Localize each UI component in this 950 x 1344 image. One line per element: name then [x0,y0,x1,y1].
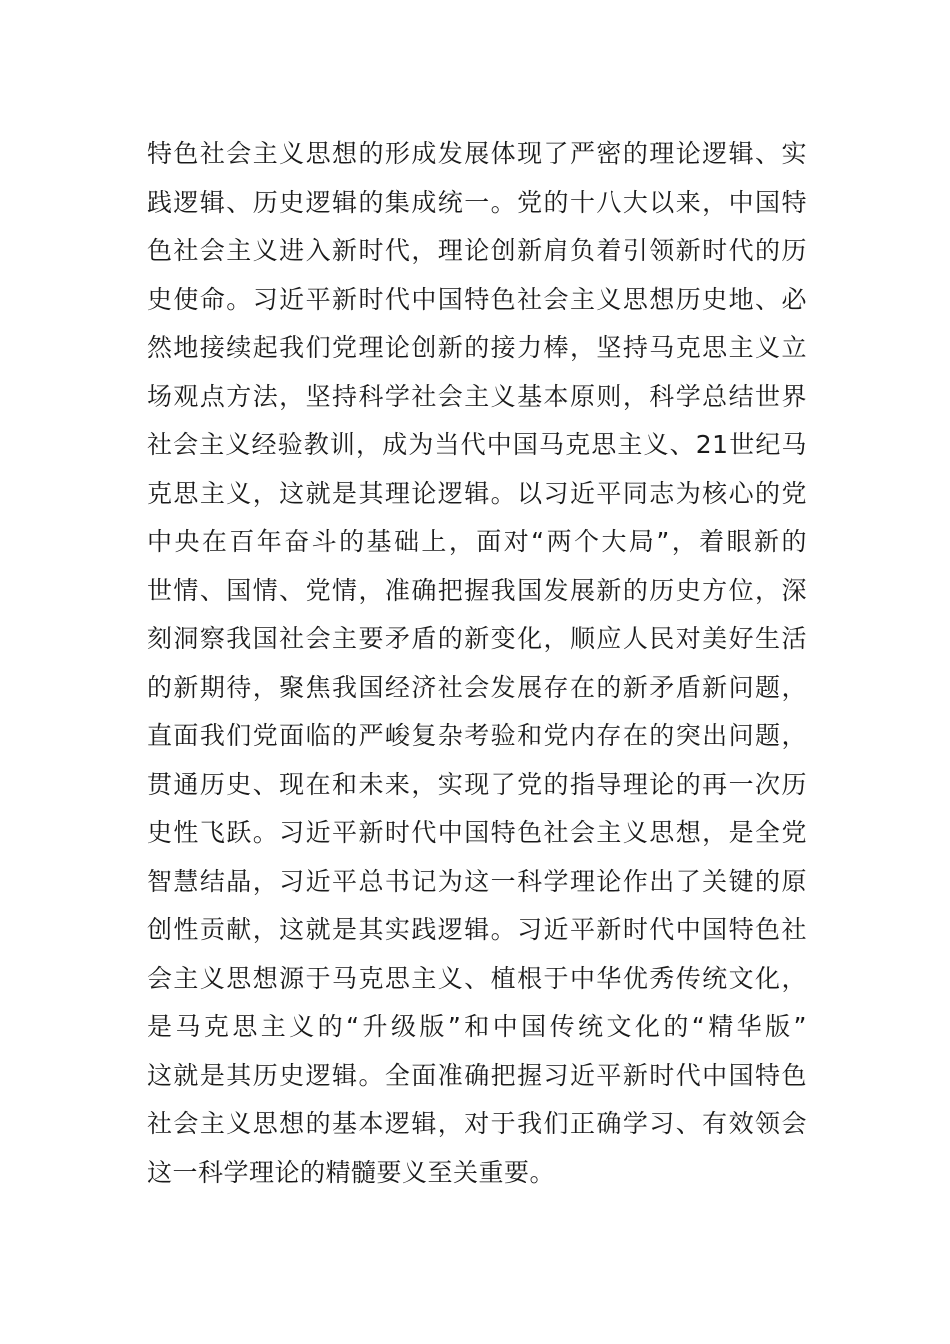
text-line: 色社会主义进入新时代，理论创新肩负着引领新时代的历 [147,236,807,265]
text-line: 这一科学理论的精髓要义至关重要。 [147,1157,556,1187]
text-line: 克思主义，这就是其理论逻辑。以习近平同志为核心的党 [147,478,807,508]
text-line: 世情、国情、党情，准确把握我国发展新的历史方位，深 [147,575,807,605]
text-line: 会主义思想源于马克思主义、植根于中华优秀传统文化， [147,963,807,993]
text-line: 特色社会主义思想的形成发展体现了严密的理论逻辑、实 [147,139,807,168]
text-line: 社会主义思想的基本逻辑，对于我们正确学习、有效领会 [147,1109,807,1138]
text-line: 贯通历史、现在和未来，实现了党的指导理论的再一次历 [147,769,807,799]
text-line: 是马克思主义的“升级版”和中国传统文化的“精华版” [147,1012,807,1041]
text-line: 这就是其历史逻辑。全面准确把握习近平新时代中国特色 [147,1060,807,1090]
text-line: 的新期待，聚焦我国经济社会发展存在的新矛盾新问题， [147,672,807,702]
text-line: 智慧结晶，习近平总书记为这一科学理论作出了关键的原 [147,866,807,896]
text-line: 中央在百年奋斗的基础上，面对“两个大局”，着眼新的 [147,527,807,556]
text-line: 史使命。习近平新时代中国特色社会主义思想历史地、必 [147,284,807,314]
text-line: 社会主义经验教训，成为当代中国马克思主义、21世纪马 [147,430,807,459]
text-line: 史性飞跃。习近平新时代中国特色社会主义思想，是全党 [147,818,807,847]
text-line: 刻洞察我国社会主要矛盾的新变化，顺应人民对美好生活 [147,624,807,653]
text-line: 创性贡献，这就是其实践逻辑。习近平新时代中国特色社 [147,915,807,944]
text-line: 践逻辑、历史逻辑的集成统一。党的十八大以来，中国特 [147,187,807,217]
body-paragraph [147,130,807,1197]
text-line: 然地接续起我们党理论创新的接力棒，坚持马克思主义立 [147,333,807,362]
text-line: 场观点方法，坚持科学社会主义基本原则，科学总结世界 [147,381,807,411]
text-line: 直面我们党面临的严峻复杂考验和党内存在的突出问题， [147,721,807,750]
